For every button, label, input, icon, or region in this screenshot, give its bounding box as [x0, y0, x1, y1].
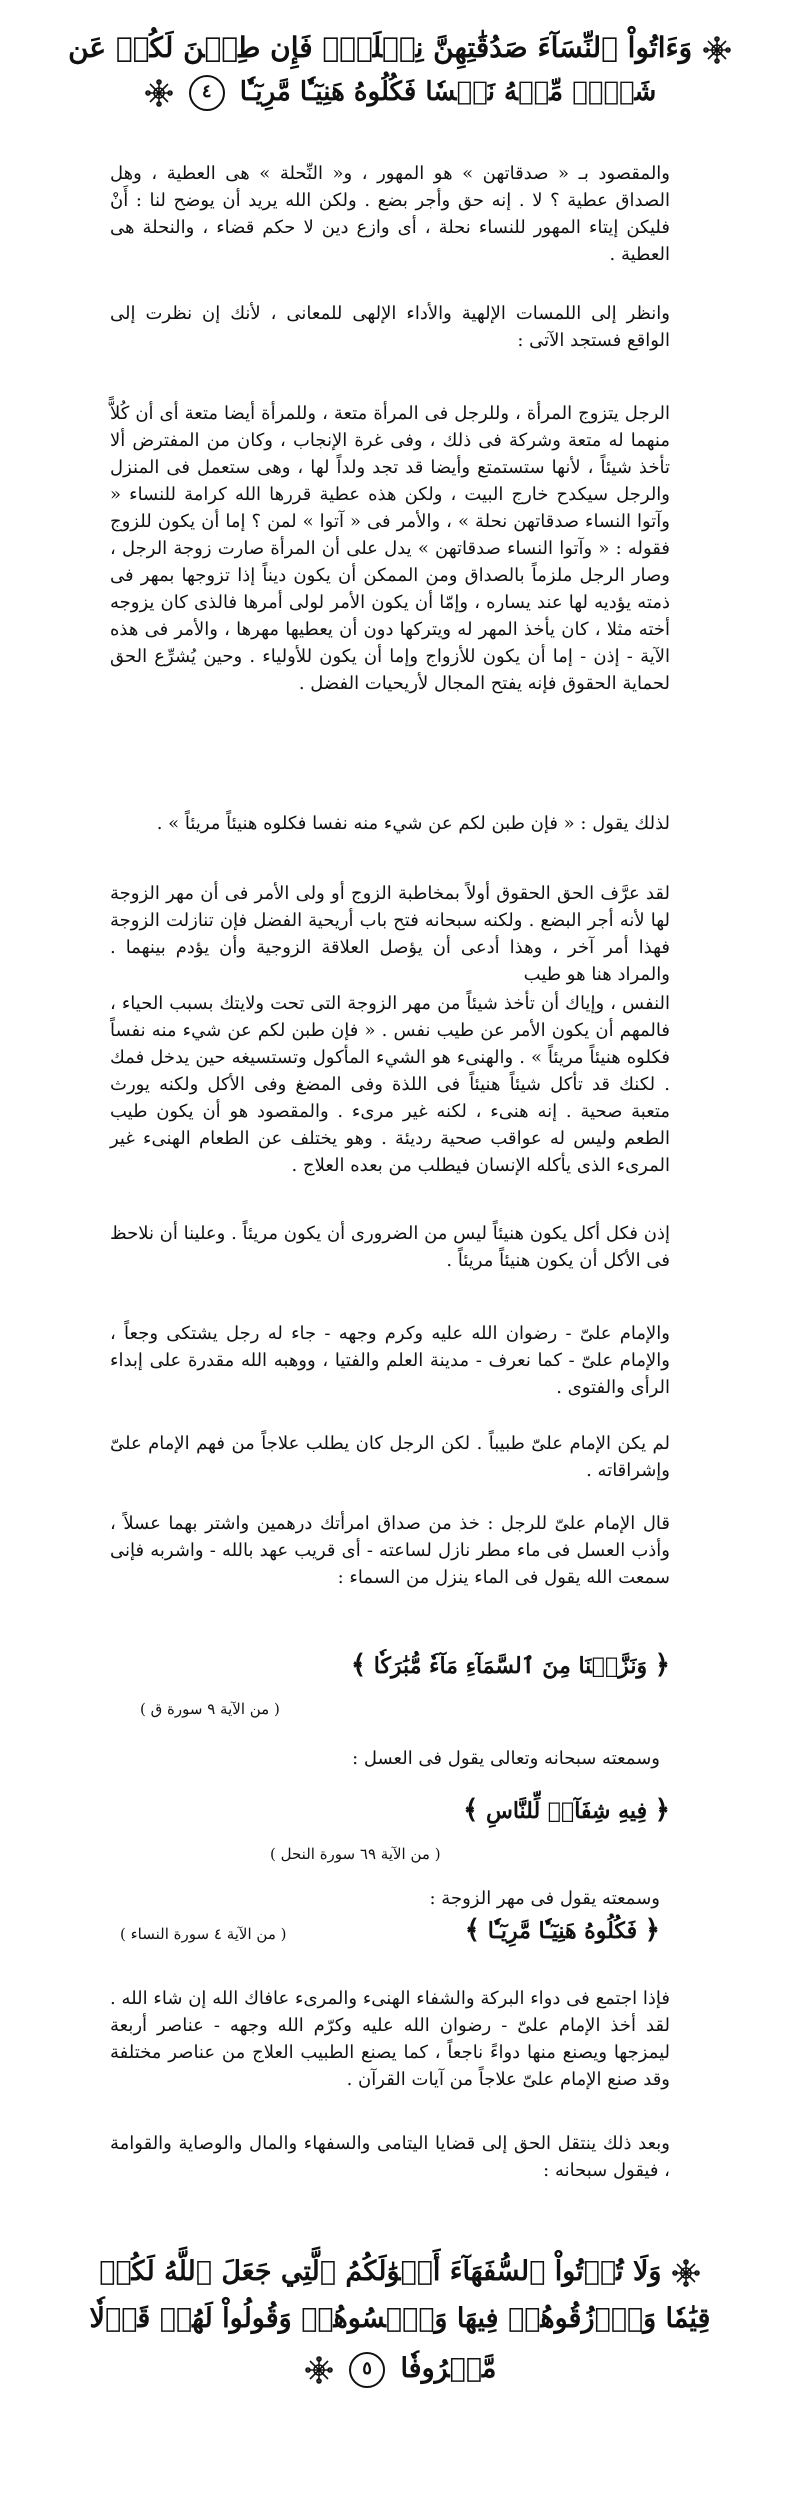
- paragraph-9: لم يكن الإمام علىّ طبيباً . لكن الرجل كان يطلب علاجاً من فهم الإمام علىّ وإشراقاته .: [110, 1433, 670, 1481]
- paragraph-12: وسمعته يقول فى مهر الزوجة :: [429, 1888, 660, 1909]
- floral-ornament-icon: [702, 35, 732, 65]
- quote-3-reference: ( من الآية ٤ سورة النساء ): [120, 1925, 287, 1943]
- paragraph-14: وبعد ذلك ينتقل الحق إلى قضايا اليتامى والسفهاء والمال والوصاية والقوامة ، فيقول سبحانه :: [110, 2133, 670, 2181]
- quote-3-text: فَكُلُوهُ هَنِيٓـٔٗا مَّرِيٓـٔٗا: [487, 1918, 638, 1944]
- paragraph-6: النفس ، وإياك أن تأخذ شيئاً من مهر الزوجة التى تحت ولايتك بسبب الحياء ، فالمهم أن يكون الأمر عن طيب نفس . « فإن طبن لكم عن شيء منه نفساً فكلوه هنيئاً مريئاً » . والهنىء هو الشيء المأكول وتستسيغه حين يدخل فمك . لكنك قد تأكل شيئاً هنيئاً فى اللذة وفى المضغ وفى الأكل ولكنه يورث متعبة صحية . إنه هنىء ، لكنه غير مرىء . والمقصود هو أن يكون طيب الطعم وليس له عواقب صحية رديئة . وهو يختلف عن الطعام الهنىء غير المرىء الذى يأكله الإنسان فيطلب من بعده العلاج .: [110, 993, 670, 1176]
- verse-number-badge: ٤: [189, 75, 225, 111]
- quran-quote-2: ﴿ فِيهِ شِفَآءٞ لِّلنَّاسِ ﴾: [463, 1795, 670, 1825]
- quote-2-reference: ( من الآية ٦٩ سورة النحل ): [270, 1845, 441, 1863]
- paragraph-8: والإمام علىّ - رضوان الله عليه وكرم وجهه - جاء له رجل يشتكى وجعاً ، والإمام علىّ - كما نعرف - مدينة العلم والفتيا ، ووهبه الله مقدرة على إبداء الرأى والفتوى .: [110, 1323, 670, 1398]
- quote-1-text: وَنَزَّلۡنَا مِنَ ٱلسَّمَآءِ مَآءٗ مُّبَٰرَكٗا: [373, 1653, 648, 1679]
- paragraph-7: إذن فكل أكل يكون هنيئاً ليس من الضرورى أن يكون مريئاً . وعلينا أن نلاحظ فى الأكل أن يكون هنيئاً مريئاً .: [110, 1223, 670, 1271]
- paragraph-3: الرجل يتزوج المرأة ، وللرجل فى المرأة متعة ، وللمرأة أيضا متعة أى أن كُلاًّ منهما له متعة وشركة فى ذلك ، وفى غرة الإنجاب ، وكان من المفترض ألا تأخذ شيئاً ، لأنها ستستمتع وأيضا قد تجد ولداً لها ، وهى ستعمل فى المنزل والرجل سيكدح خارج البيت ، ولكن هذه عطية قررها الله كرامة للنساء « وآتوا النساء صدقاتهن نحلة » ، والأمر فى « آتوا » لمن ؟ إما أن يكون للزوج فقوله : « وآتوا النساء صدقاتهن » يدل على أن المرأة صارت زوجة الرجل ، وصار الرجل ملزماً بالصداق ومن الممكن أن يكون ديناً إذا تزوجها بمهر فى ذمته يؤديه لها عند يساره ، وإمّا أن يكون الأمر لولى أمرها فالذى كان يزوجه أخته مثلا ، كان يأخذ المهر له ويتركها دون أن يعطيها مهرها ، والأمر فى هذه الآية - إذن - إما أن يكون للأزواج وإما أن يكون للأولياء . وحين يُشرِّع الحق لحماية الحقوق فإنه يفتح المجال لأريحيات الفضل .: [110, 403, 670, 694]
- floral-ornament-icon: [144, 78, 174, 108]
- verse-5-line-3: مَّعۡرُوفٗا: [400, 2353, 497, 2384]
- verse-5-line-2: قِيَٰمٗا وَٱرۡزُقُوهُمۡ فِيهَا وَٱكۡسُوهُمۡ وَقُولُواْ لَهُمۡ قَوۡلٗا: [89, 2303, 711, 2334]
- quote-1-reference: ( من الآية ٩ سورة ق ): [140, 1700, 280, 1718]
- paragraph-13: فإذا اجتمع فى دواء البركة والشفاء الهنىء والمرىء عافاك الله إن شاء الله . لقد أخذ الإمام علىّ - رضوان الله عليه وكرّم الله وجهه - عناصر أربعة ليمزجها ويصنع منها دواءً ناجعاً ، كما يصنع الطبيب العلاج من عناصر مختلفة وقد صنع الإمام علىّ علاجاً من آيات القرآن .: [110, 1988, 670, 2090]
- paragraph-4: لذلك يقول : « فإن طبن لكم عن شيء منه نفسا فكلوه هنيئاً مريئاً » .: [156, 813, 670, 834]
- floral-ornament-icon: [304, 2355, 334, 2385]
- floral-ornament-icon: [671, 2258, 701, 2288]
- quote-2-text: فِيهِ شِفَآءٞ لِّلنَّاسِ: [485, 1798, 648, 1824]
- quran-quote-3: ﴿ فَكُلُوهُ هَنِيٓـٔٗا مَّرِيٓـٔٗا ﴾: [464, 1915, 660, 1945]
- verse-4-line-1: وَءَاتُواْ ٱلنِّسَآءَ صَدُقَٰتِهِنَّ نِحۡلَةٗۚ فَإِن طِبۡنَ لَكُمۡ عَن: [68, 31, 693, 64]
- paragraph-10: قال الإمام علىّ للرجل : خذ من صداق امرأتك درهمين واشتر بهما عسلاً ، وأذب العسل فى ماء مطر نازل لساعته - أى قريب عهد بالله - واشربه فإنى سمعت الله يقول فى الماء ينزل من السماء :: [110, 1513, 670, 1588]
- paragraph-1: والمقصود بـ « صدقاتهن » هو المهور ، و« النِّحلة » هى العطية ، وهل الصداق عطية ؟ لا . إنه حق وأجر بضع . ولكن الله يريد أن يوضح لنا : أَنْ فليكن إيتاء المهور للنساء نحلة ، أى وازع دين لا حكم قضاء ، والنحلة هى العطية .: [110, 163, 670, 265]
- verse-4-line-2: شَيۡءٖ مِّنۡهُ نَفۡسٗا فَكُلُوهُ هَنِيٓـٔٗا مَّرِيٓـٔٗا: [239, 77, 657, 107]
- paragraph-11: وسمعته سبحانه وتعالى يقول فى العسل :: [352, 1748, 660, 1769]
- verse-5: [60, 2250, 740, 2394]
- quran-quote-1: ﴿ وَنَزَّلۡنَا مِنَ ٱلسَّمَآءِ مَآءٗ مُّبَٰرَكٗا ﴾: [350, 1650, 670, 1680]
- paragraph-5: لقد عرَّف الحق الحقوق أولاً بمخاطبة الزوج أو ولى الأمر فى أن مهر الزوجة لها لأنه أجر البضع . ولكنه سبحانه فتح باب أريحية الفضل فإن تنازلت الزوجة فهذا أمر آخر ، وهذا أدعى أن يؤصل العلاقة الزوجية وأن يؤدم بينهما . والمراد هنا هو طيب: [110, 883, 670, 985]
- verse-5-line-1: وَلَا تُؤۡتُواْ ٱلسُّفَهَآءَ أَمۡوَٰلَكُمُ ٱلَّتِي جَعَلَ ٱللَّهُ لَكُمۡ: [99, 2256, 662, 2287]
- verse-number-badge: ٥: [349, 2352, 385, 2388]
- verse-4: [60, 28, 740, 116]
- paragraph-2: وانظر إلى اللمسات الإلهية والأداء الإلهى للمعانى ، لأنك إن نظرت إلى الواقع فستجد الآتى :: [110, 303, 670, 351]
